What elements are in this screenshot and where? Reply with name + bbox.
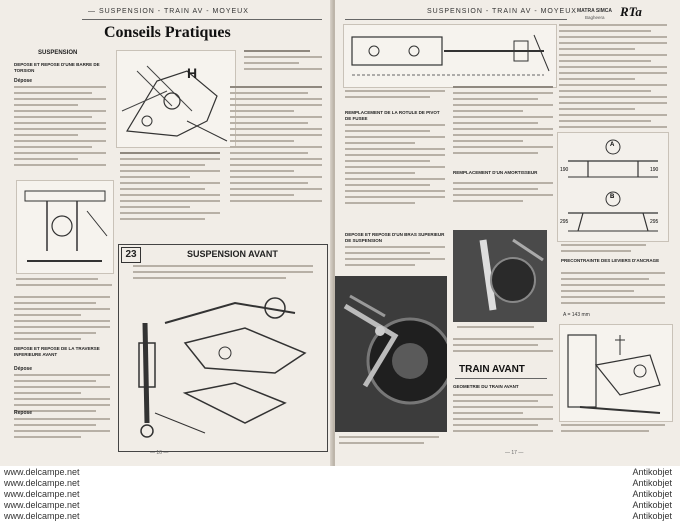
diagram-caption xyxy=(561,244,661,256)
page-title: Conseils Pratiques xyxy=(104,24,231,41)
subheading-amortisseur: REMPLACEMENT D'UN AMORTISSEUR xyxy=(453,170,538,175)
watermark-left: www.delcampe.net xyxy=(4,489,80,499)
geometry-diagram xyxy=(557,132,669,242)
figure-title: SUSPENSION AVANT xyxy=(187,249,278,259)
text-column-5 xyxy=(14,296,110,344)
right-page xyxy=(335,0,680,466)
text-column-4 xyxy=(230,86,322,206)
subheading-rotule: REMPLACEMENT DE LA ROTULE DE PIVOT DE FUSEE xyxy=(345,110,440,121)
watermark-left: www.delcampe.net xyxy=(4,511,80,521)
subheading-geometrie: GEOMETRIE DU TRAIN AVANT xyxy=(453,384,519,389)
label-depose: Dépose xyxy=(14,78,33,84)
text-column-r3 xyxy=(453,86,553,158)
header-rule-right xyxy=(345,19,567,20)
watermark-left: www.delcampe.net xyxy=(4,478,80,488)
figure-number: 23 xyxy=(121,247,141,263)
watermark-left: www.delcampe.net xyxy=(4,467,80,477)
text-column-r5 xyxy=(453,338,553,356)
train-rule xyxy=(455,378,547,379)
subheading-torsion-bar: DEPOSE ET REPOSE D'UNE BARRE DE TORSION xyxy=(14,62,100,73)
text-column-3 xyxy=(120,152,220,224)
figure-letter-h: H xyxy=(187,65,198,81)
bar-tool-drawing xyxy=(343,24,557,88)
text-column-r1 xyxy=(345,124,445,208)
watermark-left: www.delcampe.net xyxy=(4,500,80,510)
brand-name: MATRA SIMCA xyxy=(577,8,612,14)
watermark-right: Antikobjet xyxy=(632,467,672,477)
watermark-right-column xyxy=(632,467,672,522)
anchor-lever-drawing xyxy=(559,324,673,422)
dim-190-right: 190 xyxy=(650,167,659,173)
figure-23-box xyxy=(118,244,328,452)
header-rule xyxy=(82,19,322,20)
dim-295-left: 295 xyxy=(560,219,569,225)
text-column-1 xyxy=(14,86,106,170)
left-page xyxy=(0,0,333,466)
photo-caption-left xyxy=(339,436,439,448)
label-repose: Repose xyxy=(14,410,33,416)
text-column-r7 xyxy=(559,24,667,144)
watermark-right: Antikobjet xyxy=(632,511,672,521)
caption-lines xyxy=(16,278,112,290)
shock-absorber-photo xyxy=(453,230,547,322)
subheading-bras: DEPOSE ET REPOSE D'UN BRAS SUPERIEUR DE SUSPENSION xyxy=(345,232,445,243)
dim-295-right: 295 xyxy=(650,219,659,225)
suspension-photo-bottom xyxy=(335,276,447,432)
torsion-bar-detail-drawing xyxy=(16,180,114,274)
torsion-bar-drawing xyxy=(116,50,236,148)
section-suspension: SUSPENSION xyxy=(38,50,78,56)
page-number-right: — 17 — xyxy=(505,450,524,456)
subheading-precontrainte: PRECONTRAINTE DES LEVIERS D'ANCRAGE xyxy=(561,258,660,263)
right-page-header: SUSPENSION - TRAIN AV - MOYEUX xyxy=(427,8,577,15)
watermark-right: Antikobjet xyxy=(632,500,672,510)
page-number-left: — 16 — xyxy=(150,450,169,456)
drawing-caption-right xyxy=(561,424,665,436)
text-column-r8 xyxy=(561,272,665,308)
rta-logo: RTa xyxy=(620,4,642,19)
text-column-r6 xyxy=(453,394,553,436)
shock-photo-caption xyxy=(457,326,547,332)
label-b: B xyxy=(610,194,615,200)
dim-190-left: 190 xyxy=(560,167,569,173)
text-column-7 xyxy=(14,418,110,442)
figure-legend xyxy=(133,265,313,283)
label-a: A xyxy=(610,142,615,148)
drawing-caption xyxy=(345,90,445,102)
watermark-right: Antikobjet xyxy=(632,489,672,499)
watermark-left-column xyxy=(4,467,80,522)
text-column-r2 xyxy=(345,246,445,270)
value-a: A = 143 mm xyxy=(563,312,590,318)
heading-train-avant: TRAIN AVANT xyxy=(459,364,525,375)
left-page-header: — SUSPENSION - TRAIN AV - MOYEUX xyxy=(88,8,249,15)
watermark-right: Antikobjet xyxy=(632,478,672,488)
brand-sub: Bagheera xyxy=(585,15,605,20)
front-suspension-drawing xyxy=(125,283,321,443)
subheading-traverse: DEPOSE ET REPOSE DE LA TRAVERSE INFERIEURE AVANT xyxy=(14,346,100,357)
text-column-r4 xyxy=(453,182,553,206)
label-depose-2: Dépose xyxy=(14,366,33,372)
text-column-2 xyxy=(244,50,322,74)
